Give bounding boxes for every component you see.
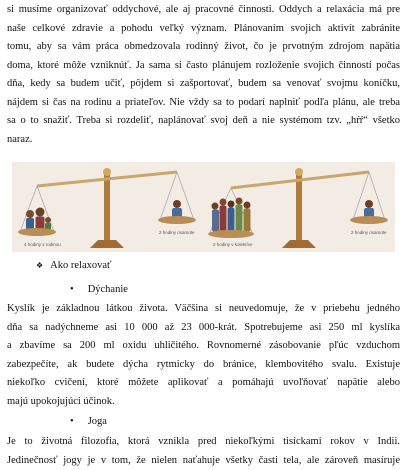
intro-line: naraz. <box>7 131 400 150</box>
subsection-title-text: Joga <box>88 416 107 427</box>
diamond-bullet-icon: ❖ <box>36 261 43 270</box>
scale-pivot <box>295 168 303 176</box>
pan-label-left: 2 hodiny v kolektíve <box>213 242 253 247</box>
balance-scale-family-illustration <box>12 162 204 252</box>
breathing-line: a zbavíme sa 200 ml oxidu uhličitého. Rovnomerné zásobovanie pľúc vzduchom <box>7 337 400 356</box>
pan-label-right: 2 hodiny osamote <box>159 230 195 235</box>
intro-line: sa o to snažiť. Treba si rozdeliť, naplánovať svoj deň a nie systémom tzv. „hŕŕ“ všetko <box>7 112 400 131</box>
scale-pan-left <box>18 228 56 236</box>
yoga-paragraph <box>7 433 400 470</box>
yoga-line: Jedinečnosť jogy je v tom, že nielen naťahuje všetky časti tela, ale zároveň masíruje <box>7 452 400 470</box>
subsection-title-text: Dýchanie <box>88 284 128 295</box>
scale-pan-right <box>158 216 196 224</box>
dot-bullet-icon: • <box>70 416 74 427</box>
breathing-line: zabezpečíte, ak budete dýcha rytmicky do bránice, klembovitého svalu. Existuje <box>7 356 400 375</box>
breathing-paragraph <box>7 300 400 411</box>
intro-line: tomu, aby sa vám práca obmedzovala rodinný život, čo je prvotným zdrojom napätia <box>7 38 400 57</box>
intro-line: si musíme organizovať oddychové, ale aj pracovné činnosti. Oddych a relaxácia má pre <box>7 1 400 20</box>
intro-paragraph <box>7 1 400 149</box>
intro-line: doma, ktoré môže vzniknúť. Ja sama si často plánujem rozloženie svojich činností počas <box>7 57 400 76</box>
subsection-title-yoga <box>70 415 107 429</box>
section-heading <box>36 259 112 273</box>
intro-line: dňa, kedy sa budem učiť, pôjdem si zašportovať, budem sa venovať svojmu koníčku, <box>7 75 400 94</box>
scale-pivot <box>103 168 111 176</box>
balance-scale-group-illustration <box>203 162 395 252</box>
scale-post <box>104 170 110 242</box>
intro-line: naše celkové zdravie a pohodu veľký význam. Plánovaním svojich aktivít zabránite <box>7 20 400 39</box>
scale-pan-right <box>350 216 388 224</box>
yoga-line: Je to životná filozofia, ktorá vznikla pred niekoľkými tisíckami rokov v Indii. <box>7 433 400 452</box>
breathing-line: Kyslík je základnou látkou života. Väčšina si neuvedomuje, že v priebehu jedného <box>7 300 400 319</box>
breathing-line: niekoľko cvičení, ktoré môžete aplikovať a pomáhajú uvoľňovať napätie alebo <box>7 374 400 393</box>
scale-pan-left <box>208 230 254 238</box>
intro-line: nájdem si čas na rodinu a priateľov. Nie vždy sa to podarí naplniť podľa plánu, ale treba <box>7 94 400 113</box>
breathing-line: dňa sa nadýchneme asi 10 000 až 23 000-krát. Spotrebujeme asi 250 ml kyslíka <box>7 319 400 338</box>
pan-label-left: 4 hodiny s rodinou <box>24 242 61 247</box>
pan-label-right: 2 hodiny osamote <box>351 230 387 235</box>
dot-bullet-icon: • <box>70 284 74 295</box>
subsection-title-breathing <box>70 283 128 297</box>
breathing-line: majú upokojujúci účinok. <box>7 393 400 412</box>
section-heading-text: Ako relaxovať <box>50 260 111 271</box>
